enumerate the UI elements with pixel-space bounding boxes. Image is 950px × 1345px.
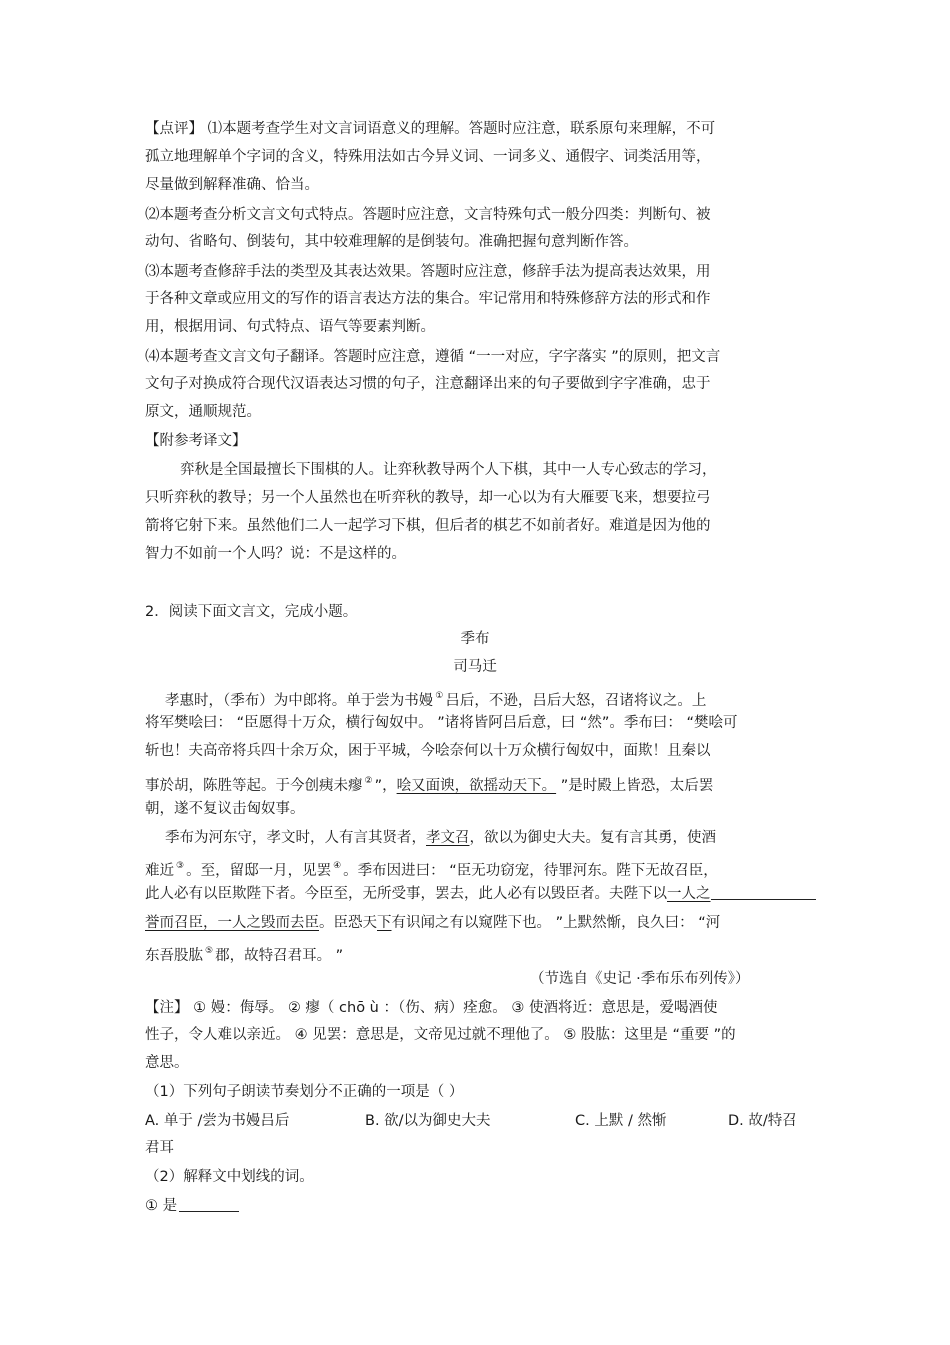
- note-marker: ②: [364, 776, 373, 786]
- notes-line: 【注】 ① 嫚：侮辱。 ② 瘳（ chō ù ：（伤、病）痊愈。 ③ 使酒将近：意思是，爱喝酒使: [145, 1000, 718, 1016]
- note-marker: ③: [176, 861, 185, 871]
- answer-blank[interactable]: [179, 1197, 239, 1212]
- option-b[interactable]: B. 欲/以为御史大夫: [365, 1113, 491, 1129]
- ref-line: 箭将它射下来。虽然他们二人一起学习下棋，但后者的棋艺不如前者好。难道是因为他的: [145, 518, 711, 534]
- option-c[interactable]: C. 上默 / 然惭: [575, 1113, 667, 1129]
- passage-line: 季布为河东守，孝文时，人有言其贤者，孝文召，欲以为御史大夫。复有言其勇，使酒: [165, 830, 716, 846]
- review-line: 文句子对换成符合现代汉语表达习惯的句子，注意翻译出来的句子要做到字字准确，忠于: [145, 376, 711, 392]
- notes-line: 性子，令人难以亲近。 ④ 见罢：意思是，文帝见过就不理他了。 ⑤ 股肱：这里是 “重要 ”的: [145, 1027, 736, 1043]
- passage-line: 难近 ③ 。至，留邸一月，见罢 ④ 。季布因进曰： “臣无功窃宠，待罪河东。陛下无故召臣，: [145, 861, 718, 879]
- notes-line: 意思。: [145, 1055, 189, 1071]
- review-line: ⑶本题考查修辞手法的类型及其表达效果。答题时应注意，修辞手法为提高表达效果，用: [145, 264, 711, 280]
- review-line: 尽量做到解释准确、恰当。: [145, 177, 319, 193]
- answer-item-1: ① 是: [145, 1197, 239, 1215]
- sub-question-1: （1）下列句子朗读节奏划分不正确的一项是（ ）: [145, 1084, 464, 1100]
- ref-title: 【附参考译文】: [145, 433, 247, 449]
- passage-line: 将军樊哙曰： “臣愿得十万众，横行匈奴中。 ”诸将皆阿吕后意，曰 “然”。季布曰： “樊哙可: [145, 715, 738, 731]
- passage-line: 东吾股肱 ⑤ 郡，故特召君耳。 ”: [145, 946, 344, 964]
- ref-line: 智力不如前一个人吗？说：不是这样的。: [145, 546, 406, 562]
- passage-line: 事於胡，陈胜等起。于今创痍未瘳 ② ”，哙又面谀，欲摇动天下。 ”是时殿上皆恐，太后罢: [145, 776, 714, 794]
- underlined-phrase: 誉而召臣，一人之毁而去臣: [145, 915, 319, 931]
- underlined-phrase: 一人之: [667, 886, 711, 902]
- ref-line: 只听弈秋的教导；另一个人虽然也在听弈秋的教导，却一心以为有大雁要飞来，想要拉弓: [145, 490, 711, 506]
- ref-line: 弈秋是全国最擅长下围棋的人。让弈秋教导两个人下棋，其中一人专心致志的学习，: [180, 462, 717, 478]
- passage-source: （节选自《史记 ·季布乐布列传》）: [530, 971, 750, 987]
- sub-question-2: （2）解释文中划线的词。: [145, 1169, 314, 1185]
- option-d[interactable]: D. 故/特召: [728, 1113, 797, 1129]
- passage-author: 司马迁: [453, 659, 497, 675]
- review-line: 孤立地理解单个字词的含义，特殊用法如古今异义词、一词多义、通假字、词类活用等，: [145, 149, 711, 165]
- review-line: ⑷本题考查文言文句子翻译。答题时应注意，遵循 “一一对应，字字落实 ”的原则，把文言: [145, 349, 721, 365]
- passage-line: 朝，遂不复议击匈奴事。: [145, 801, 305, 817]
- review-line: 原文，通顺规范。: [145, 404, 261, 420]
- review-line: 【点评】 ⑴本题考查学生对文言词语意义的理解。答题时应注意，联系原句来理解，不可: [145, 121, 716, 137]
- review-line: 动句、省略句、倒装句，其中较难理解的是倒装句。准确把握句意判断作答。: [145, 234, 638, 250]
- underlined-sentence: 哙又面谀，欲摇动天下。: [396, 778, 557, 794]
- passage-title: 季布: [460, 631, 490, 647]
- review-line: 用，根据用词、句式特点、语气等要素判断。: [145, 319, 435, 335]
- review-line: 于各种文章或应用文的写作的语言表达方法的集合。牢记常用和特殊修辞方法的形式和作: [145, 291, 711, 307]
- passage-line: 孝惠时，（季布）为中郎将。单于尝为书嫚 ① 吕后，不逊，吕后大怒，召诸将议之。上: [165, 691, 707, 709]
- question-prompt: 2．阅读下面文言文，完成小题。: [145, 604, 358, 620]
- option-a[interactable]: A. 单于 /尝为书嫚吕后: [145, 1113, 290, 1129]
- underlined-word: 孝文召: [426, 830, 470, 846]
- passage-line: 誉而召臣，一人之毁而去臣。臣恐天下有识闻之有以窥陛下也。 ”上默然惭，良久曰： “河: [145, 915, 721, 931]
- note-marker: ④: [333, 861, 342, 871]
- option-d-continued: 君耳: [145, 1140, 174, 1156]
- note-marker: ①: [435, 691, 444, 701]
- note-marker: ⑤: [205, 946, 214, 956]
- passage-line: 斩也！夫高帝将兵四十余万众，困于平城，今哙奈何以十万众横行匈奴中，面欺！且秦以: [145, 743, 711, 759]
- passage-line: 此人必有以臣欺陛下者。今臣至，无所受事，罢去，此人必有以毁臣者。夫陛下以一人之: [145, 885, 816, 903]
- underlined-word: 下: [377, 915, 392, 931]
- review-line: ⑵本题考查分析文言文句式特点。答题时应注意，文言特殊句式一般分四类：判断句、被: [145, 207, 711, 223]
